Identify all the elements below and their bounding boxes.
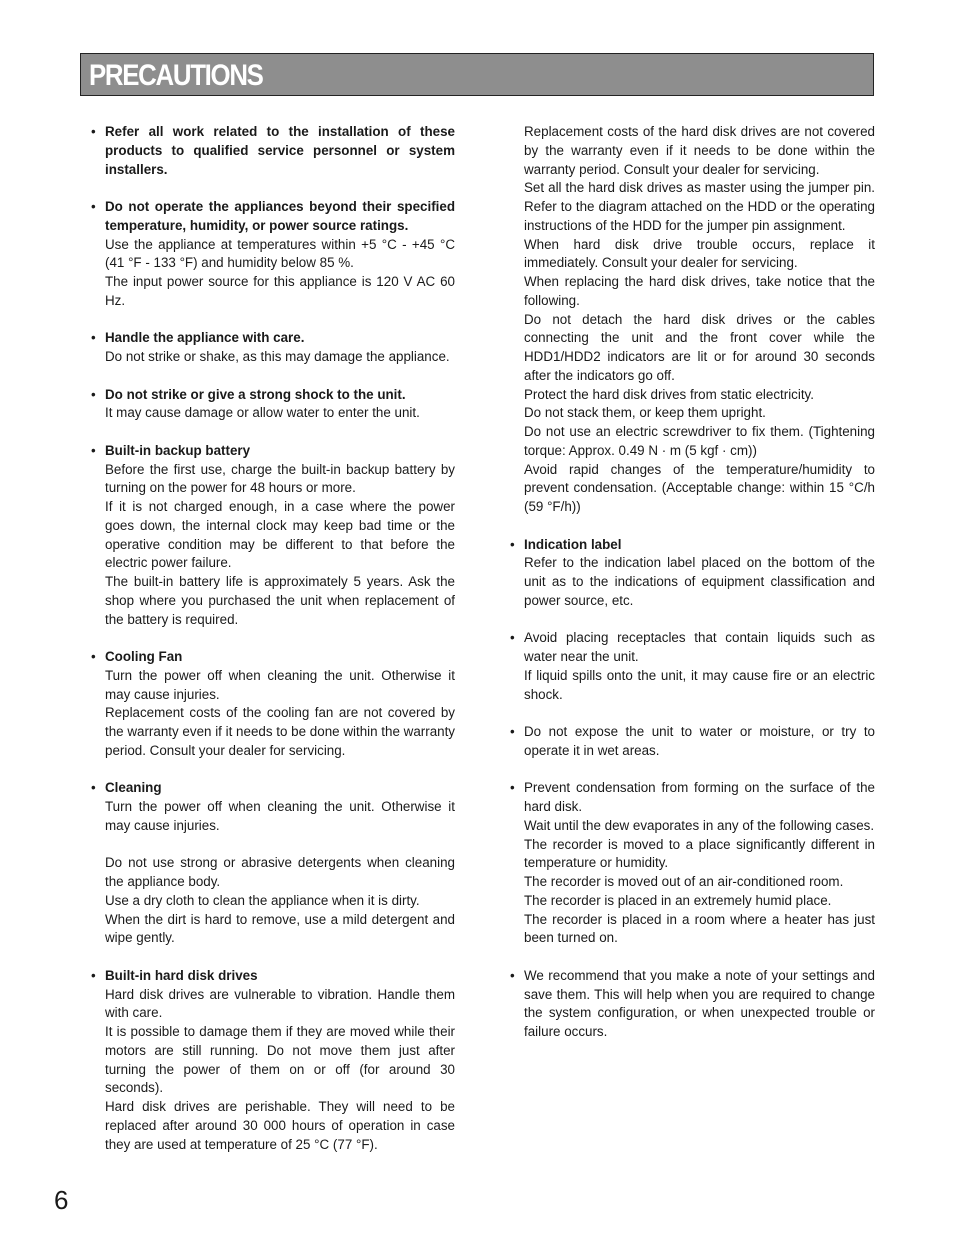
item-text: The built-in battery life is approximately 5 years. Ask the shop where you purchased the unit when replacement of the battery is required. <box>105 574 455 627</box>
page-title: PRECAUTIONS <box>89 59 263 92</box>
item-text: Do not use strong or abrasive detergents when cleaning the appliance body. <box>105 855 455 889</box>
title-bar <box>80 53 874 96</box>
item-text: Use the appliance at temperatures within +5 °C - +45 °C (41 °F - 133 °F) and humidity below 85 %. <box>105 236 455 271</box>
item-text: Replacement costs of the hard disk drives are not covered by the warranty even if it needs to be done within the warranty period. Consult your dealer for servicing. <box>524 124 875 177</box>
precaution-item <box>91 386 455 424</box>
precaution-item <box>91 442 455 630</box>
precaution-item <box>91 648 455 761</box>
item-text: Do not stack them, or keep them upright. <box>524 405 766 421</box>
item-text: Wait until the dew evaporates in any of the following cases. <box>524 817 875 833</box>
item-text: Refer to the indication label placed on the bottom of the unit as to the indications of equipment classification and power source, etc. <box>524 555 875 608</box>
item-heading: Do not operate the appliances beyond their specified temperature, humidity, or power source ratings. <box>105 199 455 233</box>
bullet-icon: • <box>510 967 515 983</box>
item-text: Replacement costs of the cooling fan are not covered by the warranty even if it needs to be done within the warranty period. Consult your dealer for servicing. <box>105 705 455 758</box>
bullet-icon: • <box>91 386 96 402</box>
item-text: Prevent condensation from forming on the surface of the hard disk. <box>524 780 875 814</box>
item-text: Turn the power off when cleaning the unit. Otherwise it may cause injuries. <box>105 667 455 702</box>
precaution-item <box>510 536 875 611</box>
item-text: Before the first use, charge the built-in backup battery by turning on the power for 48 hours or more. <box>105 461 455 496</box>
right-column <box>510 123 875 1061</box>
bullet-icon: • <box>91 330 96 346</box>
item-text: Avoid rapid changes of the temperature/humidity to prevent condensation. (Acceptable change: within 15 °C/h (59 °F/h)) <box>524 461 875 514</box>
precaution-item <box>91 967 455 1155</box>
item-text: The recorder is moved to a place significantly different in temperature or humidity. <box>524 836 875 871</box>
item-text: When replacing the hard disk drives, take notice that the following. <box>524 274 875 308</box>
precaution-item <box>91 779 455 948</box>
bullet-icon: • <box>91 967 96 983</box>
item-heading: Refer all work related to the installation of these products to qualified service personnel or system installers. <box>105 124 455 177</box>
precaution-item <box>91 329 455 367</box>
item-heading: Indication label <box>524 536 622 552</box>
item-text: Use a dry cloth to clean the appliance when it is dirty. <box>105 892 420 908</box>
precaution-item <box>510 629 875 704</box>
item-text: It is possible to damage them if they are moved while their motors are still running. Do not move them just after turning the power of them on or off (for around 30 seconds). <box>105 1024 455 1096</box>
bullet-icon: • <box>91 199 96 214</box>
item-text: Avoid placing receptacles that contain liquids such as water near the unit. <box>524 630 875 664</box>
bullet-icon: • <box>91 442 96 458</box>
item-text: If it is not charged enough, in a case where the power goes down, the internal clock may keep bad time or the operative condition may be different to that before the electric power failure. <box>105 499 455 571</box>
item-text: We recommend that you make a note of your settings and save them. This will help when you are required to change the system configuration, or when unexpected trouble or failure occurs. <box>524 967 875 1039</box>
spacer <box>105 836 455 855</box>
item-text: Hard disk drives are vulnerable to vibration. Handle them with care. <box>105 986 455 1021</box>
bullet-icon: • <box>510 536 515 552</box>
bullet-icon: • <box>91 649 96 664</box>
item-text: The recorder is placed in a room where a heater has just been turned on. <box>524 911 875 946</box>
item-text: When the dirt is hard to remove, use a mild detergent and wipe gently. <box>105 911 455 946</box>
item-text: Turn the power off when cleaning the unit. Otherwise it may cause injuries. <box>105 799 455 833</box>
item-text: The recorder is moved out of an air-conditioned room. <box>524 874 844 889</box>
precaution-item <box>510 967 875 1042</box>
precaution-item <box>91 198 455 311</box>
item-text: When hard disk drive trouble occurs, replace it immediately. Consult your dealer for servicing. <box>524 236 875 271</box>
item-heading: Do not strike or give a strong shock to the unit. <box>105 386 406 402</box>
bullet-icon: • <box>510 724 515 739</box>
precaution-item <box>510 779 875 948</box>
bullet-icon: • <box>510 630 515 646</box>
item-text: The input power source for this appliance is 120 V AC 60 Hz. <box>105 274 455 308</box>
page-number: 6 <box>54 1185 69 1215</box>
bullet-icon: • <box>91 780 96 796</box>
bullet-icon: • <box>91 124 96 139</box>
item-heading: Built-in backup battery <box>105 442 251 458</box>
item-text: Do not use an electric screwdriver to fix them. (Tightening torque: Approx. 0.49 N · m (5 kgf · cm)) <box>524 424 875 458</box>
item-text: It may cause damage or allow water to enter the unit. <box>105 405 420 421</box>
bullet-icon: • <box>510 780 515 796</box>
item-text: Do not strike or shake, as this may damage the appliance. <box>105 349 450 364</box>
left-column <box>91 123 455 1173</box>
item-text: Protect the hard disk drives from static electricity. <box>524 386 814 402</box>
hdd-continuation <box>510 123 875 517</box>
item-text: Set all the hard disk drives as master using the jumper pin. Refer to the diagram attached on the HDD or the operating instructions of the HDD for the jumper pin assignment. <box>524 180 875 233</box>
item-heading: Cooling Fan <box>105 649 183 664</box>
item-heading: Cleaning <box>105 780 162 796</box>
item-text: Do not expose the unit to water or moisture, or try to operate it in wet areas. <box>524 724 875 758</box>
item-heading: Built-in hard disk drives <box>105 967 258 983</box>
item-heading: Handle the appliance with care. <box>105 330 305 346</box>
item-text: If liquid spills onto the unit, it may cause fire or an electric shock. <box>524 667 875 702</box>
item-text: Do not detach the hard disk drives or the cables connecting the unit and the front cover while the HDD1/HDD2 indicators are lit or for around 30 seconds after the indicators go off. <box>524 311 875 383</box>
item-text: Hard disk drives are perishable. They will need to be replaced after around 30 000 hours of operation in case they are used at temperature of 25 °C (77 °F). <box>105 1099 455 1152</box>
precaution-item <box>510 723 875 761</box>
precaution-item <box>91 123 455 179</box>
item-text: The recorder is placed in an extremely humid place. <box>524 892 832 908</box>
